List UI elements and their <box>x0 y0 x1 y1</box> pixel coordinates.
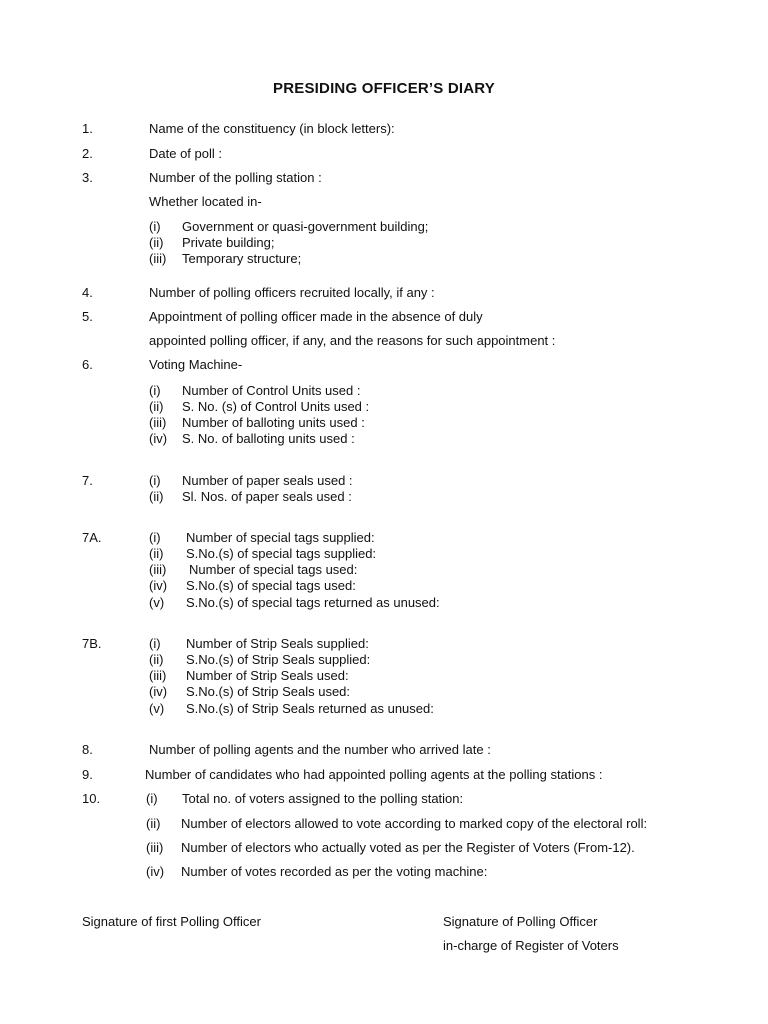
sub-item-roman: (v) <box>149 595 165 610</box>
sub-item-roman: (iii) <box>149 251 167 266</box>
sub-item-roman: (ii) <box>149 235 164 250</box>
sub-item-text: S.No.(s) of special tags used: <box>186 578 356 593</box>
item-text: Appointment of polling officer made in the absence of duly <box>149 309 483 324</box>
sub-item-roman: (i) <box>149 473 161 488</box>
item-number: 7. <box>82 473 93 488</box>
sub-item-text: S.No.(s) of Strip Seals returned as unused: <box>186 701 434 716</box>
sub-item-text: Number of electors who actually voted as per the Register of Voters (From-12). <box>181 840 635 855</box>
sub-item-text: Private building; <box>182 235 275 250</box>
sub-item-roman: (iv) <box>146 864 165 879</box>
sub-item-roman: (i) <box>149 636 161 651</box>
item-text-continued: appointed polling officer, if any, and the reasons for such appointment : <box>149 333 556 348</box>
item-number: 5. <box>82 309 93 324</box>
sub-item-roman: (i) <box>146 791 158 806</box>
sub-item-roman: (i) <box>149 219 161 234</box>
sub-item-roman: (iii) <box>149 668 167 683</box>
signature-first-polling-officer: Signature of first Polling Officer <box>82 914 261 929</box>
sub-item-text: Number of paper seals used : <box>182 473 353 488</box>
item-number: 1. <box>82 121 93 136</box>
sub-item-roman: (ii) <box>149 652 164 667</box>
sub-item-text: Number of Strip Seals supplied: <box>186 636 369 651</box>
sub-item-text: Total no. of voters assigned to the polling station: <box>182 791 464 806</box>
sub-item-text: Number of votes recorded as per the voting machine: <box>181 864 488 879</box>
sub-item-text: Temporary structure; <box>182 251 302 266</box>
sub-item-text: Number of electors allowed to vote according to marked copy of the electoral roll: <box>181 816 648 831</box>
sub-item-roman: (iv) <box>149 578 168 593</box>
sub-item-roman: (ii) <box>149 399 164 414</box>
item-text: Number of polling officers recruited locally, if any : <box>149 285 435 300</box>
item-number: 6. <box>82 357 93 372</box>
item-text: Name of the constituency (in block letters): <box>149 121 395 136</box>
item-number: 10. <box>82 791 101 806</box>
sub-item-text: Number of special tags used: <box>189 562 358 577</box>
item-number: 7B. <box>82 636 102 651</box>
sub-item-text: S.No.(s) of special tags supplied: <box>186 546 377 561</box>
sub-item-text: Government or quasi-government building; <box>182 219 429 234</box>
sub-item-text: S. No. (s) of Control Units used : <box>182 399 370 414</box>
item-text: Voting Machine- <box>149 357 243 372</box>
sub-item-text: S.No.(s) of Strip Seals used: <box>186 684 351 699</box>
sub-item-roman: (iii) <box>146 840 164 855</box>
item-number: 9. <box>82 767 93 782</box>
item-text: Number of candidates who had appointed polling agents at the polling stations : <box>145 767 603 782</box>
item-number: 2. <box>82 146 93 161</box>
item-number: 8. <box>82 742 93 757</box>
sub-item-text: Number of special tags supplied: <box>186 530 375 545</box>
sub-item-roman: (i) <box>149 530 161 545</box>
sub-item-text: S. No. of balloting units used : <box>182 431 355 446</box>
item-text: Date of poll : <box>149 146 222 161</box>
item-text: Number of the polling station : <box>149 170 322 185</box>
sub-item-roman: (v) <box>149 701 165 716</box>
item-subheading: Whether located in- <box>149 194 262 209</box>
item-number: 3. <box>82 170 93 185</box>
item-number: 7A. <box>82 530 102 545</box>
signature-polling-officer: Signature of Polling Officer <box>443 914 598 929</box>
item-text: Number of polling agents and the number who arrived late : <box>149 742 491 757</box>
sub-item-text: Number of Strip Seals used: <box>186 668 349 683</box>
sub-item-roman: (iv) <box>149 684 168 699</box>
sub-item-roman: (iii) <box>149 415 167 430</box>
sub-item-text: Sl. Nos. of paper seals used : <box>182 489 352 504</box>
sub-item-roman: (ii) <box>149 546 164 561</box>
sub-item-text: Number of balloting units used : <box>182 415 365 430</box>
sub-item-roman: (i) <box>149 383 161 398</box>
sub-item-roman: (ii) <box>146 816 161 831</box>
signature-register-incharge: in-charge of Register of Voters <box>443 938 619 953</box>
sub-item-roman: (iv) <box>149 431 168 446</box>
sub-item-roman: (iii) <box>149 562 167 577</box>
sub-item-text: S.No.(s) of special tags returned as unused: <box>186 595 440 610</box>
sub-item-roman: (ii) <box>149 489 164 504</box>
page-title: PRESIDING OFFICER’S DIARY <box>273 80 495 97</box>
sub-item-text: Number of Control Units used : <box>182 383 361 398</box>
sub-item-text: S.No.(s) of Strip Seals supplied: <box>186 652 371 667</box>
item-number: 4. <box>82 285 93 300</box>
